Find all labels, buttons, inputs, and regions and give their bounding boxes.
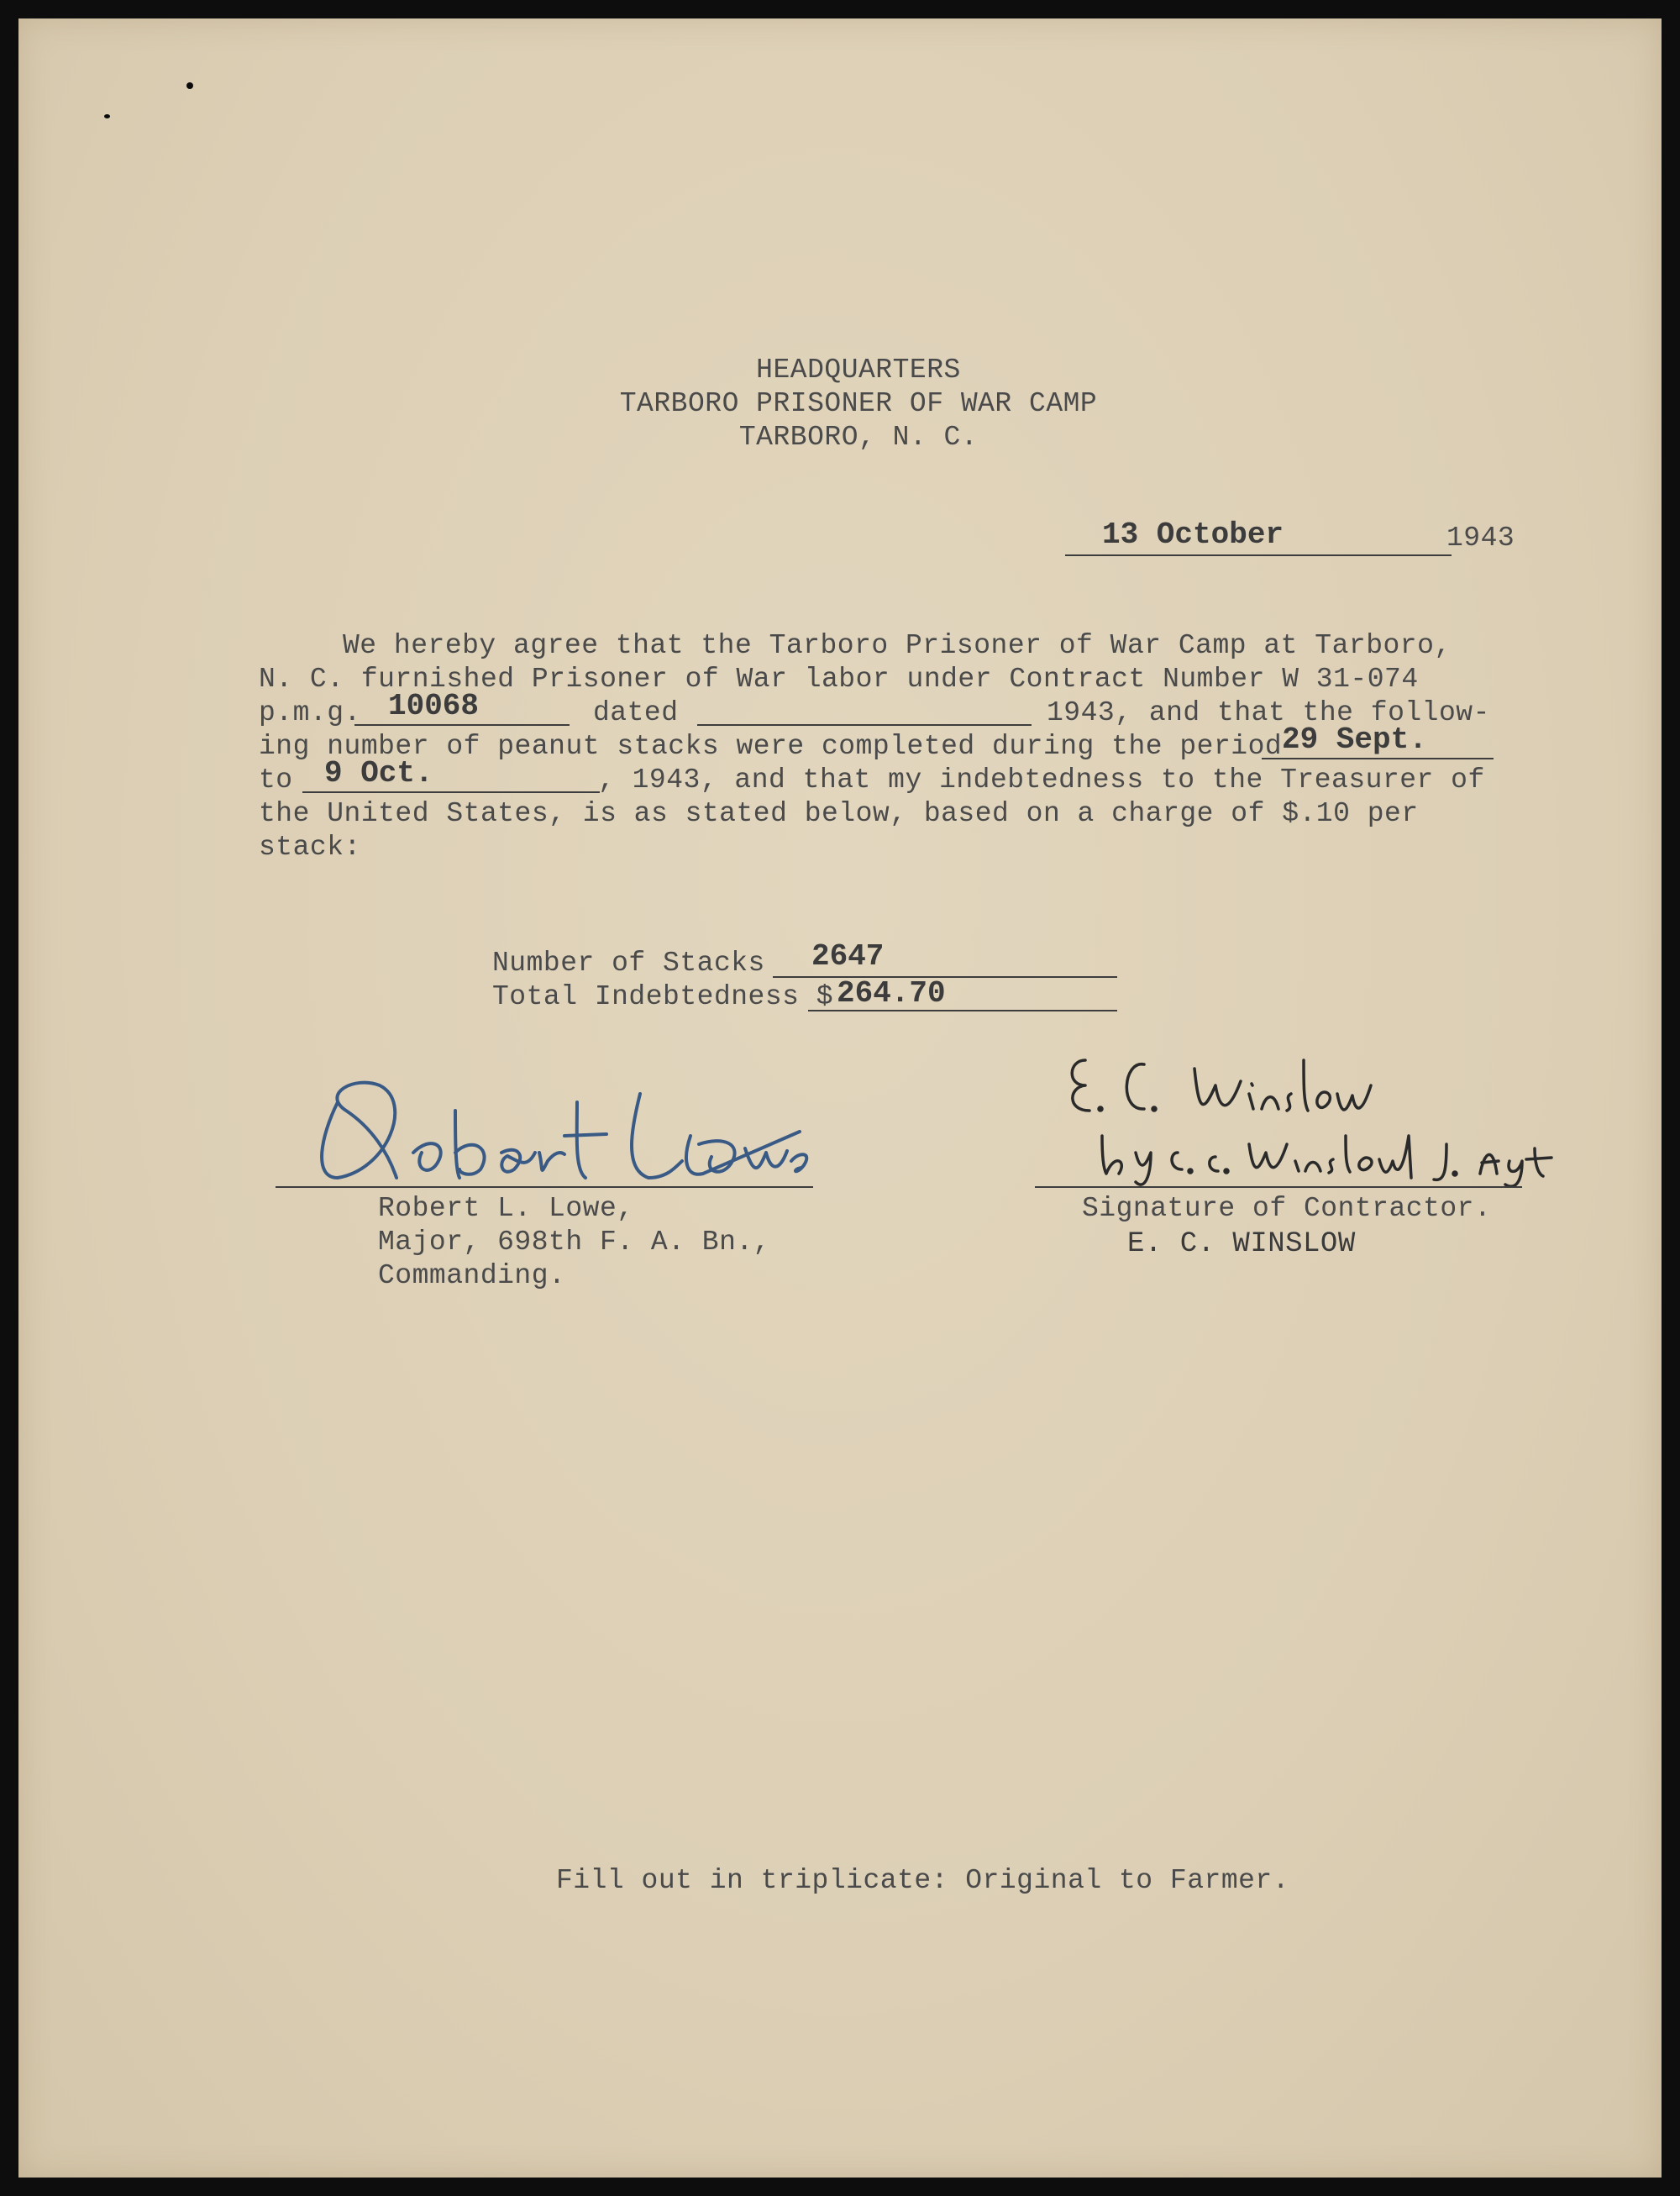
- period-start-rule: [1262, 758, 1494, 759]
- contractor-name: E. C. WINSLOW: [1127, 1228, 1356, 1260]
- period-end: 9 Oct.: [324, 756, 433, 791]
- body-line-5-suffix: , 1943, and that my indebtedness to the Treasurer of: [598, 764, 1485, 796]
- indebtedness-label: Total Indebtedness $: [492, 981, 834, 1012]
- body-line-3-suffix: 1943, and that the follow-: [1047, 697, 1490, 728]
- contractor-signature-label: Signature of Contractor.: [1082, 1193, 1492, 1224]
- indebtedness-rule: [808, 1010, 1117, 1011]
- body-line-7: stack:: [259, 832, 361, 863]
- body-line-2: N. C. furnished Prisoner of War labor under Contract Number W 31-074: [259, 664, 1419, 695]
- speck: [186, 82, 193, 89]
- body-line-1: We hereby agree that the Tarboro Prisoner of War Camp at Tarboro,: [343, 630, 1452, 661]
- body-line-6: the United States, is as stated below, based on a charge of $.10 per: [259, 798, 1419, 829]
- signature-robert-lowe: [287, 1052, 825, 1203]
- date-rule: [1065, 554, 1452, 556]
- body-line-3-prefix: p.m.g.: [259, 697, 361, 728]
- date-year: 1943: [1446, 523, 1515, 554]
- document-page: [18, 18, 1662, 2178]
- right-signature-rule: [1035, 1186, 1522, 1188]
- stacks-label: Number of Stacks: [492, 948, 765, 979]
- left-signer-name: Robert L. Lowe,: [378, 1193, 634, 1224]
- body-line-3-dated: dated: [593, 697, 679, 728]
- signature-ec-winslow: [1052, 1035, 1640, 1186]
- date-day-month: 13 October: [1102, 517, 1284, 552]
- stacks-value: 2647: [811, 939, 885, 974]
- speck: [104, 114, 110, 118]
- footer-note: Fill out in triplicate: Original to Farmer.: [556, 1865, 1290, 1896]
- header-line-2: TARBORO PRISONER OF WAR CAMP: [619, 388, 1098, 419]
- pmg-rule: [354, 724, 570, 726]
- period-end-rule: [302, 791, 600, 793]
- indebtedness-value: 264.70: [837, 976, 946, 1011]
- left-signer-rank: Major, 698th F. A. Bn.,: [378, 1227, 770, 1258]
- body-line-4-prefix: ing number of peanut stacks were completed during the period: [259, 731, 1283, 762]
- header-line-1: HEADQUARTERS: [756, 355, 961, 386]
- left-signer-role: Commanding.: [378, 1260, 566, 1291]
- body-line-5-prefix: to: [259, 764, 293, 796]
- left-signature-rule: [276, 1186, 813, 1188]
- dated-rule: [697, 724, 1032, 726]
- header-line-3: TARBORO, N. C.: [738, 422, 979, 453]
- period-start: 29 Sept.: [1282, 722, 1427, 757]
- pmg-number: 10068: [388, 689, 480, 723]
